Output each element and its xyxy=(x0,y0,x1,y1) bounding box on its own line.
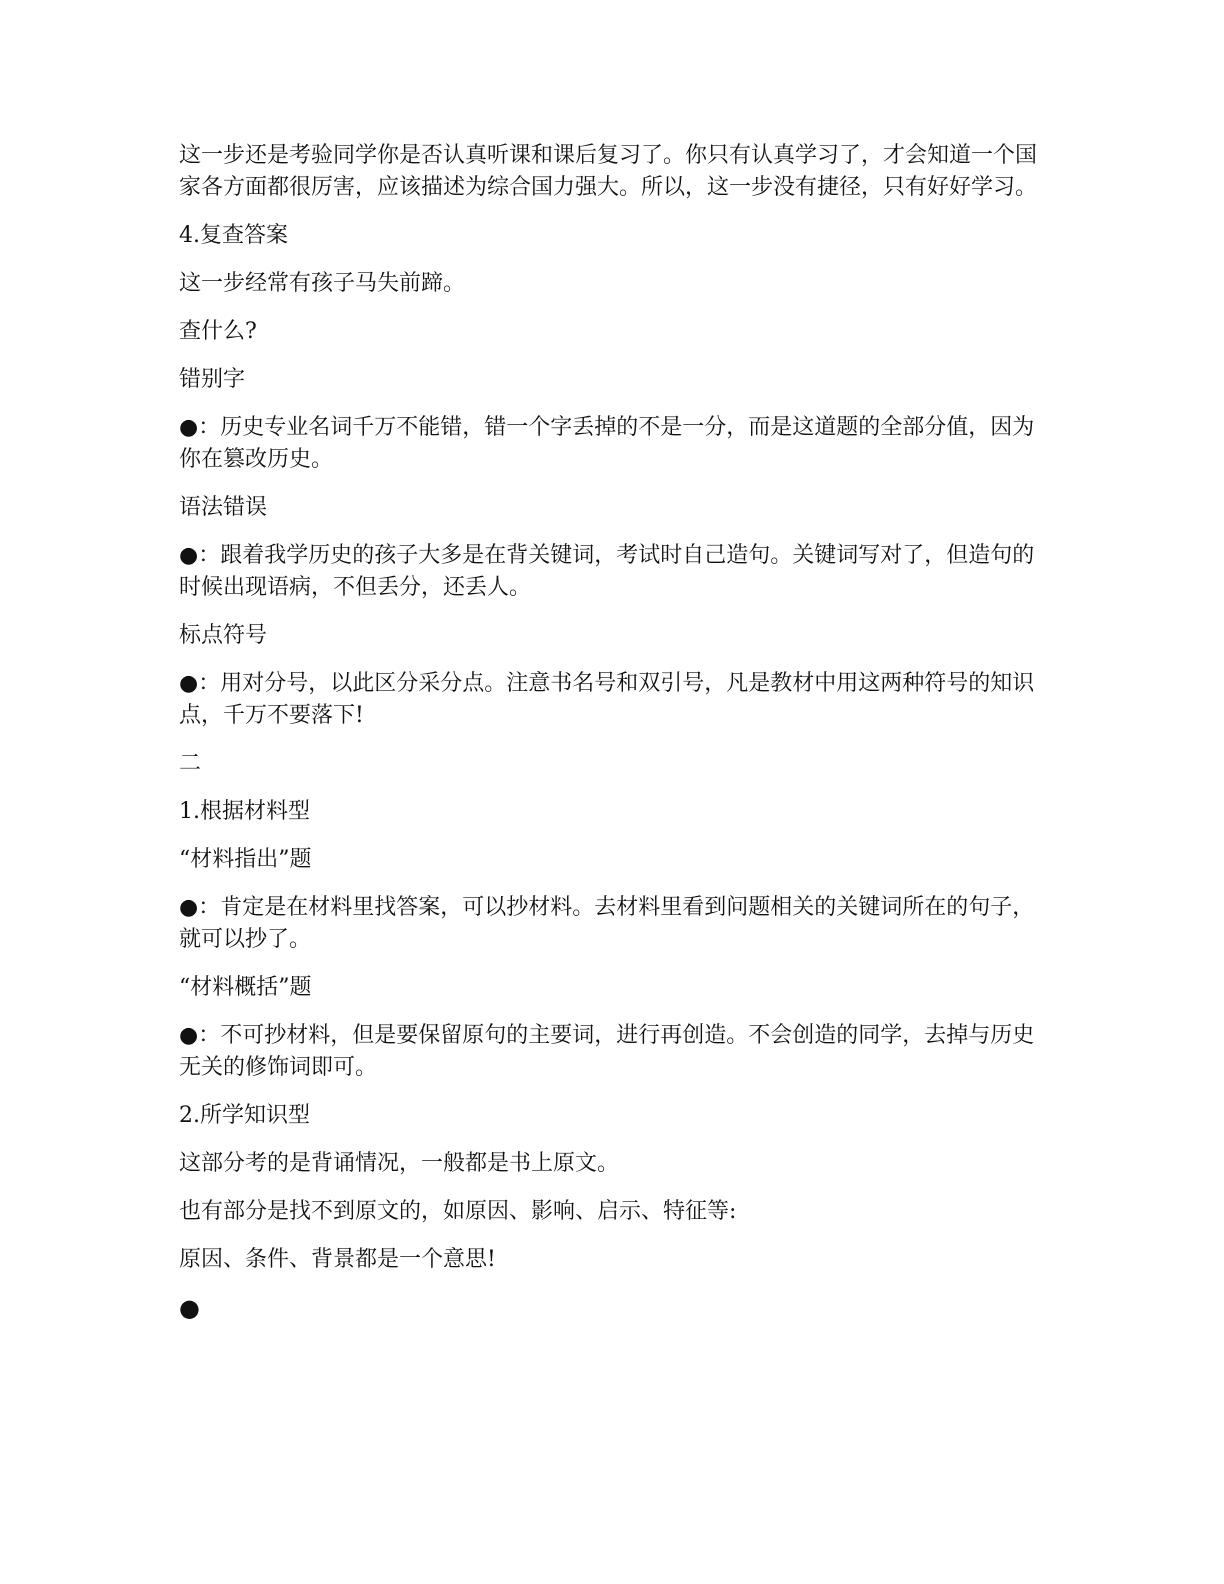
bullet-material-summarize: ●：不可抄材料，但是要保留原句的主要词，进行再创造。不会创造的同学，去掉与历史无关的修饰词即可。 xyxy=(179,1023,1035,1080)
paragraph-intro: 这一步还是考验同学你是否认真听课和课后复习了。你只有认真学习了，才会知道一个国家各方面都很厉害，应该描述为综合国力强大。所以，这一步没有捷径，只有好好学习。 xyxy=(179,143,1038,200)
paragraph-check-warning: 这一步经常有孩子马失前蹄。 xyxy=(179,271,466,296)
subheading-material-point-out: “材料指出”题 xyxy=(179,847,312,872)
subheading-material-summarize: “材料概括”题 xyxy=(179,975,312,1000)
heading-material-type: 1.根据材料型 xyxy=(179,799,310,824)
subheading-typos: 错别字 xyxy=(179,367,246,392)
paragraph-cause-condition-background: 原因、条件、背景都是一个意思! xyxy=(179,1247,496,1272)
bullet-marker: ● xyxy=(179,1294,200,1322)
bullet-grammar: ●：跟着我学历史的孩子大多是在背关键词，考试时自己造句。关键词写对了，但造句的时候出现语病，不但丢分，还丢人。 xyxy=(179,543,1035,600)
question-what-to-check: 查什么? xyxy=(179,319,257,344)
subheading-punctuation: 标点符号 xyxy=(179,623,268,648)
bullet-typos: ●：历史专业名词千万不能错，错一个字丢掉的不是一分，而是这道题的全部分值，因为你在篡改历史。 xyxy=(179,415,1035,472)
heading-knowledge-type: 2.所学知识型 xyxy=(179,1103,310,1128)
paragraph-recitation: 这部分考的是背诵情况，一般都是书上原文。 xyxy=(179,1151,620,1176)
heading-check-answers: 4.复查答案 xyxy=(179,223,288,248)
bullet-material-point-out: ●：肯定是在材料里找答案，可以抄材料。去材料里看到问题相关的关键词所在的句子，就可以抄了。 xyxy=(179,895,1035,952)
section-two-heading: 二 xyxy=(179,751,202,776)
bullet-punctuation: ●：用对分号，以此区分采分点。注意书名号和双引号，凡是教材中用这两种符号的知识点，千万不要落下! xyxy=(179,671,1035,728)
paragraph-no-original-text: 也有部分是找不到原文的，如原因、影响、启示、特征等: xyxy=(179,1199,737,1224)
subheading-grammar: 语法错误 xyxy=(179,495,268,520)
document-body xyxy=(179,140,1049,1340)
